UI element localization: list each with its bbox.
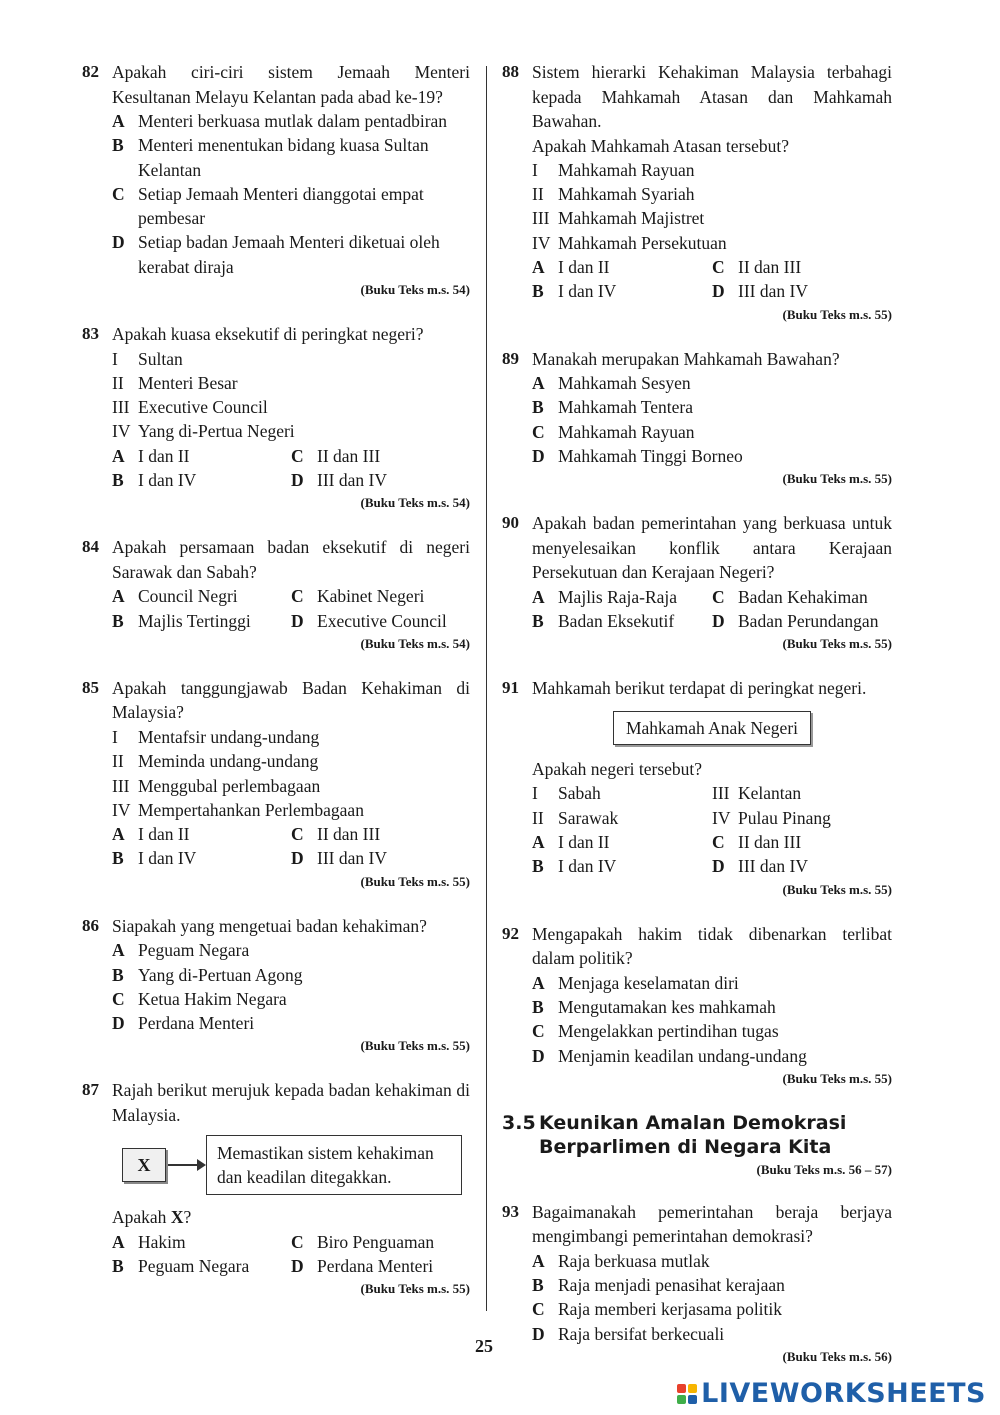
- diagram-text-box: Memastikan sistem kehakiman dan keadilan ditegakkan.: [206, 1135, 462, 1195]
- answer-option[interactable]: B Yang di-Pertuan Agong: [112, 964, 303, 985]
- question-88: [502, 60, 892, 325]
- source-reference: (Buku Teks m.s. 54): [360, 635, 470, 651]
- answer-option[interactable]: C II dan III: [291, 445, 381, 466]
- roman-item: II Menteri Besar: [112, 372, 238, 393]
- question-number: 84: [82, 537, 99, 557]
- question-number: 87: [82, 1080, 99, 1100]
- question-number: 90: [502, 513, 519, 533]
- answer-option[interactable]: C II dan III: [712, 832, 802, 853]
- question-82: [82, 60, 470, 300]
- source-reference: (Buku Teks m.s. 55): [782, 306, 892, 322]
- answer-option[interactable]: C Biro Penguaman: [291, 1231, 435, 1252]
- answer-option[interactable]: D Perdana Menteri: [291, 1256, 434, 1277]
- roman-item: I Mentafsir undang-undang: [112, 726, 320, 747]
- question-text: Apakah persamaan badan eksekutif di negeri Sarawak dan Sabah?: [112, 537, 470, 582]
- question-86: [82, 914, 470, 1057]
- answer-option[interactable]: B I dan IV: [112, 470, 197, 491]
- answer-option[interactable]: B Mengutamakan kes mahkamah: [532, 996, 776, 1017]
- roman-item: III Menggubal perlembagaan: [112, 775, 321, 796]
- question-text: Mahkamah berikut terdapat di peringkat negeri.: [532, 678, 867, 699]
- answer-option[interactable]: A Raja berkuasa mutlak: [532, 1250, 710, 1271]
- question-90: [502, 511, 892, 654]
- question-text: Mengapakah hakim tidak dibenarkan terlibat dalam politik?: [532, 923, 892, 969]
- question-85: [82, 676, 470, 892]
- answer-option[interactable]: C Raja memberi kerjasama politik: [532, 1299, 783, 1320]
- answer-option[interactable]: A Menteri berkuasa mutlak dalam pentadbiran: [112, 111, 448, 131]
- answer-option[interactable]: C Badan Kehakiman: [712, 586, 868, 607]
- roman-item: III Mahkamah Majistret: [532, 208, 705, 229]
- answer-option[interactable]: D Setiap badan Jemaah Menteri diketuai oleh kerabat diraja: [112, 232, 440, 277]
- roman-item: I Mahkamah Rayuan: [532, 159, 695, 180]
- answer-option[interactable]: A I dan II: [532, 832, 610, 853]
- answer-option[interactable]: A Hakim: [112, 1231, 186, 1252]
- question-text: Rajah berikut merujuk kepada badan kehakiman di Malaysia.: [112, 1080, 470, 1125]
- source-reference: (Buku Teks m.s. 55): [782, 1070, 892, 1086]
- question-text: Apakah badan pemerintahan yang berkuasa untuk menyelesaikan konflik antara Kerajaan Persekutuan dan Kerajaan Negeri?: [532, 513, 892, 583]
- roman-item: IV Yang di-Pertua Negeri: [112, 421, 295, 442]
- question-text: Bagaimanakah pemerintahan beraja berjaya mengimbangi pemerintahan demokrasi?: [532, 1201, 892, 1247]
- right-column: [502, 60, 892, 1389]
- source-reference: (Buku Teks m.s. 55): [360, 1281, 470, 1297]
- answer-option[interactable]: B Peguam Negara: [112, 1256, 250, 1277]
- question-84: [82, 535, 470, 654]
- options-grid: [112, 584, 470, 633]
- answer-option[interactable]: D Executive Council: [291, 610, 447, 631]
- answer-option[interactable]: B Majlis Tertinggi: [112, 610, 251, 631]
- logo-square: [677, 1395, 686, 1404]
- answer-option[interactable]: B I dan IV: [532, 856, 617, 877]
- options-grid: [112, 444, 470, 493]
- options-grid: [532, 830, 892, 879]
- roman-item: IV Mahkamah Persekutuan: [532, 232, 727, 253]
- answer-option[interactable]: C Kabinet Negeri: [291, 586, 425, 607]
- answer-option[interactable]: D III dan IV: [712, 281, 808, 302]
- options-list: [532, 971, 892, 1068]
- logo-square: [677, 1384, 686, 1393]
- answer-option[interactable]: B Raja menjadi penasihat kerajaan: [532, 1275, 785, 1296]
- answer-option[interactable]: D III dan IV: [291, 470, 387, 491]
- section-title: Keunikan Amalan Demokrasi Berparlimen di Negara Kita: [539, 1111, 847, 1158]
- answer-option[interactable]: C Mengelakkan pertindihan tugas: [532, 1021, 779, 1042]
- answer-option[interactable]: D Badan Perundangan: [712, 611, 879, 632]
- roman-list: [112, 725, 470, 822]
- stimulus-box: Mahkamah Anak Negeri: [532, 711, 892, 745]
- answer-option[interactable]: A I dan II: [532, 256, 610, 277]
- answer-option[interactable]: B Menteri menentukan bidang kuasa Sultan Kelantan: [112, 135, 429, 180]
- liveworksheets-logo[interactable]: [677, 1378, 986, 1409]
- question-text: Manakah merupakan Mahkamah Bawahan?: [532, 348, 840, 369]
- question-number: 85: [82, 677, 99, 697]
- question-number: 89: [502, 348, 519, 368]
- roman-list: [112, 347, 470, 444]
- answer-option[interactable]: D III dan IV: [291, 848, 387, 869]
- options-grid: [532, 585, 892, 634]
- roman-item: II Sarawak: [532, 807, 619, 828]
- question-text: Sistem hierarki Kehakiman Malaysia terbahagi kepada Mahkamah Atasan dan Mahkamah Bawahan.: [532, 62, 892, 131]
- source-reference: (Buku Teks m.s. 56 – 57): [756, 1161, 892, 1177]
- question-91: [502, 676, 892, 899]
- question-text: Apakah tanggungjawab Badan Kehakiman di Malaysia?: [112, 677, 470, 723]
- answer-option[interactable]: A I dan II: [112, 445, 190, 466]
- answer-option[interactable]: D Mahkamah Tinggi Borneo: [532, 445, 743, 466]
- roman-item: III Executive Council: [112, 397, 268, 418]
- answer-option[interactable]: D III dan IV: [712, 856, 808, 877]
- roman-item: II Meminda undang-undang: [112, 751, 319, 772]
- answer-option[interactable]: A Majlis Raja-Raja: [532, 586, 678, 607]
- question-text: Apakah kuasa eksekutif di peringkat negeri?: [112, 324, 424, 345]
- source-reference: (Buku Teks m.s. 55): [360, 1038, 470, 1054]
- question-number: 82: [82, 62, 99, 81]
- source-reference: (Buku Teks m.s. 55): [782, 636, 892, 652]
- answer-option[interactable]: A I dan II: [112, 824, 190, 845]
- roman-item: II Mahkamah Syariah: [532, 184, 695, 205]
- answer-option[interactable]: A Mahkamah Sesyen: [532, 373, 691, 394]
- answer-option[interactable]: B Badan Eksekutif: [532, 611, 675, 632]
- roman-grid: [532, 781, 892, 830]
- question-prompt: Apakah Mahkamah Atasan tersebut?: [532, 135, 790, 156]
- question-number: 91: [502, 678, 519, 698]
- answer-option[interactable]: C Setiap Jemaah Menteri dianggotai empat pembesar: [112, 183, 424, 229]
- question-prompt: Apakah X?: [112, 1207, 192, 1228]
- source-reference: (Buku Teks m.s. 55): [782, 471, 892, 487]
- source-reference: (Buku Teks m.s. 54): [360, 282, 470, 298]
- answer-option[interactable]: C Ketua Hakim Negara: [112, 988, 287, 1009]
- arrow-icon: [168, 1164, 204, 1166]
- left-column: [82, 60, 470, 1321]
- source-reference: (Buku Teks m.s. 56): [782, 1349, 892, 1365]
- question-text: Apakah ciri-ciri sistem Jemaah Menteri Kesultanan Melayu Kelantan pada abad ke-19?: [112, 62, 470, 107]
- options-list: [112, 938, 470, 1035]
- column-divider: [486, 66, 487, 1311]
- question-83: [82, 322, 470, 513]
- answer-option[interactable]: B I dan IV: [532, 281, 617, 302]
- question-text: Siapakah yang mengetuai badan kehakiman?: [112, 915, 427, 936]
- diagram-x-box: X: [122, 1148, 166, 1182]
- answer-option[interactable]: D Raja bersifat berkecuali: [532, 1323, 725, 1344]
- answer-option[interactable]: A Council Negri: [112, 586, 238, 607]
- source-reference: (Buku Teks m.s. 55): [360, 873, 470, 889]
- page-number: 25: [475, 1336, 493, 1356]
- source-reference: (Buku Teks m.s. 55): [782, 881, 892, 897]
- question-number: 92: [502, 923, 519, 943]
- options-list: [532, 1249, 892, 1346]
- answer-option[interactable]: C Mahkamah Rayuan: [532, 421, 695, 442]
- answer-option[interactable]: A Peguam Negara: [112, 940, 250, 961]
- options-grid: [532, 255, 892, 304]
- roman-item: I Sultan: [112, 348, 183, 369]
- section-number: 3.5: [502, 1111, 536, 1134]
- question-number: 83: [82, 324, 99, 344]
- answer-option[interactable]: D Menjamin keadilan undang-undang: [532, 1045, 807, 1066]
- answer-option[interactable]: A Menjaga keselamatan diri: [532, 972, 739, 993]
- roman-list: [532, 158, 892, 255]
- answer-option[interactable]: D Perdana Menteri: [112, 1013, 255, 1034]
- roman-item: III Kelantan: [712, 783, 802, 804]
- source-reference: (Buku Teks m.s. 54): [360, 495, 470, 511]
- answer-option[interactable]: C II dan III: [712, 256, 802, 277]
- logo-square: [688, 1395, 697, 1404]
- question-number: 93: [502, 1201, 519, 1221]
- options-grid: [112, 822, 470, 871]
- options-list: [532, 371, 892, 468]
- options-grid: [112, 1230, 470, 1279]
- question-87: [82, 1078, 470, 1299]
- logo-text: LIVEWORKSHEETS: [701, 1378, 986, 1409]
- options-list: [112, 109, 470, 279]
- roman-item: IV Mempertahankan Perlembagaan: [112, 799, 364, 820]
- diagram: [122, 1135, 470, 1195]
- answer-option[interactable]: C II dan III: [291, 824, 381, 845]
- question-92: [502, 922, 892, 1089]
- question-number: 86: [82, 915, 99, 935]
- section-heading: [502, 1111, 892, 1180]
- answer-option[interactable]: B Mahkamah Tentera: [532, 397, 693, 418]
- question-number: 88: [502, 62, 519, 81]
- question-89: [502, 347, 892, 490]
- logo-square: [688, 1384, 697, 1393]
- roman-item: I Sabah: [532, 783, 601, 804]
- logo-icon: [677, 1384, 697, 1404]
- roman-item: IV Pulau Pinang: [712, 807, 831, 828]
- question-prompt: Apakah negeri tersebut?: [532, 759, 703, 780]
- answer-option[interactable]: B I dan IV: [112, 848, 197, 869]
